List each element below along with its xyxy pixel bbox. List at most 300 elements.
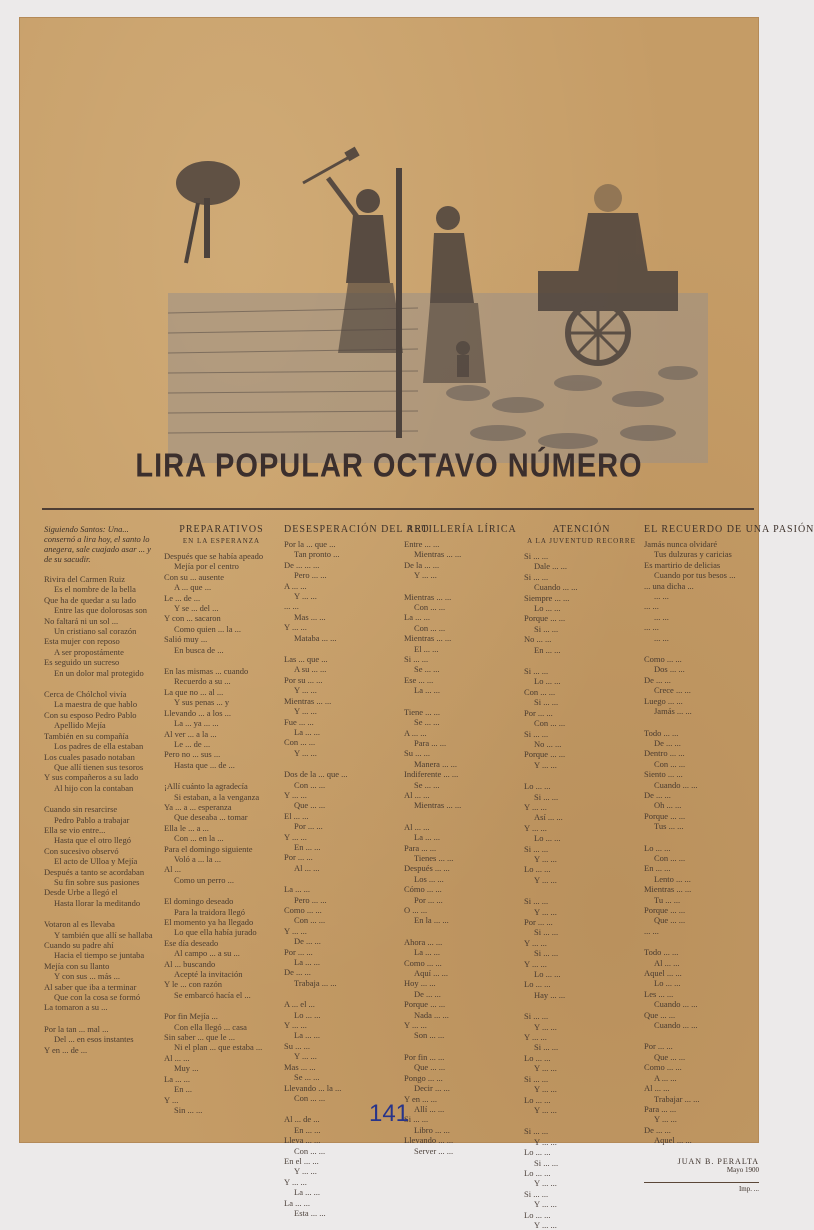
verse-line: Mientras ... ... xyxy=(284,695,332,706)
verse-line: Se embarcó hacía el ... xyxy=(174,989,251,1000)
verse-line: Y sus compañeros a su lado xyxy=(44,772,139,783)
verse-line: Y ... ... xyxy=(284,789,307,800)
verse-line: Si ... ... xyxy=(524,1126,549,1137)
verse-line: De ... ... xyxy=(414,988,441,999)
verse-line: Porque ... ... xyxy=(524,613,566,624)
verse-line: Lo ... ... xyxy=(534,969,561,980)
verse-line: Cerca de Chólchol vivía xyxy=(44,689,127,700)
verse-line: Mientras ... ... xyxy=(404,633,452,644)
verse-line: Que allí tienen sus tesoros xyxy=(54,761,144,772)
stanza xyxy=(644,654,759,716)
verse-line: Dentro ... ... xyxy=(644,748,685,759)
verse-line: Nada ... ... xyxy=(414,1009,449,1020)
verse-line: En ... ... xyxy=(644,863,671,874)
verse-line: Por ... ... xyxy=(524,917,553,927)
verse-line: Al ... ... xyxy=(404,821,430,832)
verse-line: La ... ... xyxy=(284,884,310,895)
verse-line: Con ... ... xyxy=(294,1145,326,1156)
verse-line: Se ... ... xyxy=(294,1072,320,1083)
verse-line: Al ... ... xyxy=(404,789,430,800)
verse-line: Lo ... ... xyxy=(524,1209,551,1220)
stanza xyxy=(284,539,399,643)
verse-line: La ... ya ... ... xyxy=(174,718,219,729)
verse-line: Y en ... de ... xyxy=(44,1044,88,1055)
verse-line: Un cristiano sal corazón xyxy=(54,626,137,637)
verse-line: Y ... ... xyxy=(534,1063,557,1074)
verse-line: Lo ... ... xyxy=(644,842,671,853)
printer-imprint: Imp. ... xyxy=(644,1182,759,1193)
verse-line: Les ... ... xyxy=(644,988,674,999)
verse-line: Y ... ... xyxy=(654,1114,677,1125)
column-title: ATENCIÓN xyxy=(552,524,611,535)
verse-line: Y ... ... xyxy=(534,906,557,917)
verse-line: Mas ... ... xyxy=(284,1061,316,1072)
verse-line: En ... xyxy=(174,1084,192,1095)
verse-line: Mejía por el centro xyxy=(174,561,239,572)
verse-line: Como un perro ... xyxy=(174,874,234,885)
verse-line: Como ... ... xyxy=(284,905,322,915)
verse-line: Por su ... ... xyxy=(284,674,323,685)
verse-line: Hasta que ... de ... xyxy=(174,759,235,770)
verse-line: Y ... ... xyxy=(534,1021,557,1032)
verse-line: Para el domingo siguiente xyxy=(164,843,253,854)
verse-line: Ese día deseado xyxy=(164,937,219,948)
verse-line: Por la ... que ... xyxy=(284,539,336,549)
verse-line: Porque ... ... xyxy=(404,999,446,1010)
verse-line: Con ... ... xyxy=(414,622,446,633)
verse-line: Cuando sin resarcirse xyxy=(44,804,118,815)
verse-line: ... ... xyxy=(654,611,669,622)
title-rule xyxy=(42,508,754,510)
verse-line: Llevando ... la ... xyxy=(284,1082,342,1093)
verse-line: Y ... ... xyxy=(294,1166,317,1177)
stanza xyxy=(44,574,159,678)
verse-line: Libro ... ... xyxy=(414,1124,450,1135)
verse-line: Que con la cosa se formó xyxy=(54,992,141,1003)
verse-line: Llevando ... ... xyxy=(404,1135,454,1146)
stanza xyxy=(284,1114,399,1218)
verse-line: Si ... ... xyxy=(524,1011,549,1022)
verse-line: Cómo ... ... xyxy=(404,884,442,895)
verse-line: El momento ya ha llegado xyxy=(164,917,254,927)
verse-line: Lento ... ... xyxy=(654,873,691,884)
poem-column xyxy=(164,524,279,1115)
verse-line: Son ... ... xyxy=(414,1030,445,1041)
verse-line: Y ... ... xyxy=(294,747,317,758)
stanza xyxy=(524,666,639,770)
verse-line: Lo ... ... xyxy=(524,979,551,990)
verse-line: Y ... ... xyxy=(284,831,307,842)
verse-line: Con ... ... xyxy=(654,852,686,863)
verse-line: A ser propostámente xyxy=(54,646,124,657)
verse-line: Si ... ... xyxy=(404,654,429,665)
verse-line: Jamás nunca olvidaré xyxy=(644,539,718,549)
verse-line: Como ... ... xyxy=(644,654,682,665)
verse-line: Es el nombre de la bella xyxy=(54,584,136,595)
verse-line: Aquel ... ... xyxy=(654,1135,692,1146)
verse-line: Muy ... xyxy=(174,1063,199,1074)
verse-line: Lo ... ... xyxy=(524,864,551,875)
verse-line: Al saber que iba a terminar xyxy=(44,981,137,992)
verse-line: Y ... ... xyxy=(524,1032,547,1043)
verse-line: Y ... ... xyxy=(534,759,557,770)
verse-line: Las ... que ... xyxy=(284,654,328,665)
column-subtitle: EN LA ESPERANZA xyxy=(182,537,261,545)
verse-line: Trabajar ... ... xyxy=(654,1093,700,1104)
verse-line: Su fin sobre sus pasiones xyxy=(54,876,140,887)
verse-line: Y ... ... xyxy=(294,591,317,602)
verse-line: Mientras ... ... xyxy=(414,549,462,560)
verse-line: De ... ... xyxy=(294,936,321,947)
stanza xyxy=(644,1041,759,1145)
verse-line: Le ... de ... xyxy=(164,592,201,603)
verse-line: Con ella llegó ... casa xyxy=(174,1021,247,1032)
verse-line: Al ... ... xyxy=(654,957,680,968)
verse-line: Con ... ... xyxy=(294,779,326,790)
verse-line: No ... ... xyxy=(524,634,552,645)
verse-line: Desde Urbe a llegó el xyxy=(44,887,118,898)
verse-line: De ... ... xyxy=(654,737,681,748)
verse-line: Dos ... ... xyxy=(654,664,685,675)
verse-line: ... ... xyxy=(654,632,669,643)
poem-column xyxy=(524,524,639,1230)
verse-line: Y sus penas ... y xyxy=(174,697,230,708)
stanza xyxy=(524,781,639,885)
stanza xyxy=(524,1126,639,1230)
verse-line: La ... ... xyxy=(294,957,320,968)
verse-line: Si ... ... xyxy=(534,1157,559,1168)
column-subtitle: A LA JUVENTUD RECORRE xyxy=(527,537,636,545)
verse-line: Entre las que dolorosas son xyxy=(54,605,148,616)
verse-line: El ... ... xyxy=(284,810,309,821)
verse-line: Se ... ... xyxy=(414,717,440,728)
verse-line: ... ... xyxy=(654,591,669,602)
verse-line: Pero ... ... xyxy=(294,894,327,905)
verse-line: Lleva ... ... xyxy=(284,1135,321,1146)
verse-line: Con ... ... xyxy=(284,737,316,748)
verse-line: De ... ... ... xyxy=(284,559,320,570)
verse-line: Y ... ... xyxy=(284,622,307,633)
stanza xyxy=(164,896,279,1000)
verse-line: ¡Allí cuánto la agradecía xyxy=(164,781,248,792)
verse-line: Oh ... ... xyxy=(654,800,682,811)
verse-line: A ... que ... xyxy=(174,582,212,593)
verse-line: Y ... ... xyxy=(534,874,557,885)
verse-line: También en su compañía xyxy=(44,730,129,741)
verse-line: Con ... ... xyxy=(524,686,556,697)
verse-line: Ni el plan ... que estaba ... xyxy=(174,1042,263,1053)
verse-line: Crece ... ... xyxy=(654,685,691,696)
verse-line: Pedro Pablo a trabajar xyxy=(54,814,130,825)
verse-line: A ... ... xyxy=(404,727,427,738)
verse-line: Que ... ... xyxy=(294,800,326,811)
verse-line: Hasta que el otro llegó xyxy=(54,835,131,846)
verse-line: Y en ... ... xyxy=(404,1093,437,1104)
verse-line: Con sucesivo observó xyxy=(44,845,119,856)
verse-line: Después ... ... xyxy=(404,863,450,874)
verse-line: Cuando por tus besos ... xyxy=(654,570,736,581)
stanza xyxy=(164,551,279,655)
verse-line: Hasta llorar la meditando xyxy=(54,897,141,908)
verse-line: La ... ... xyxy=(164,1073,190,1084)
verse-line: Dale ... ... xyxy=(534,561,568,572)
stanza xyxy=(644,947,759,1030)
stanza xyxy=(164,781,279,885)
verse-line: Mientras ... ... xyxy=(414,800,462,811)
verse-line: De ... ... xyxy=(644,674,671,685)
verse-line: La ... ... xyxy=(414,947,440,958)
stanza xyxy=(524,551,639,655)
verse-line: Al ... de ... xyxy=(284,1114,320,1125)
verse-line: Y ... ... xyxy=(284,1176,307,1187)
verse-line: Tu ... ... xyxy=(654,894,681,905)
verse-line: Que ... ... xyxy=(644,1009,676,1020)
verse-line: Si ... ... xyxy=(524,843,549,854)
verse-line: Lo que ella había jurado xyxy=(174,927,257,938)
verse-line: En ... ... xyxy=(294,1124,321,1135)
verse-line: Ahora ... ... xyxy=(404,936,443,947)
verse-line: Mientras ... ... xyxy=(404,591,452,602)
stanza xyxy=(404,937,519,1041)
stanza xyxy=(404,707,519,811)
verse-line: ... ... xyxy=(644,925,659,936)
verse-line: La maestra de que hablo xyxy=(54,699,138,710)
stanza xyxy=(404,822,519,926)
verse-line: Así ... ... xyxy=(534,812,563,823)
verse-line: Con su ... ausente xyxy=(164,571,224,582)
verse-line: Por ... ... xyxy=(644,1041,673,1052)
verse-line: A su ... ... xyxy=(294,664,327,675)
verse-line: Tan pronto ... xyxy=(294,549,340,560)
stanza xyxy=(44,804,159,908)
verse-line: Votaron al es llevaba xyxy=(44,919,115,930)
verse-line: Para ... ... xyxy=(404,842,437,853)
verse-line: Los cuales pasado notaban xyxy=(44,751,135,762)
verse-line: Como ... ... xyxy=(644,1062,682,1073)
verse-line: Si ... ... xyxy=(534,697,559,708)
verse-line: Lo ... ... xyxy=(534,833,561,844)
verse-line: En ... ... xyxy=(294,841,321,852)
verse-line: Lo ... ... xyxy=(524,1167,551,1178)
column-title: ARTILLERÍA LÍRICA xyxy=(406,524,517,535)
verse-line: Allí ... ... xyxy=(414,1103,445,1114)
verse-line: Y ... ... xyxy=(534,1136,557,1147)
verse-line: Si ... ... xyxy=(524,896,549,907)
verse-line: El domingo deseado xyxy=(164,896,234,907)
illustration-svg xyxy=(168,143,708,463)
verse-line: No faltará ni un sol ... xyxy=(44,615,119,626)
verse-line: La que no ... al ... xyxy=(164,686,224,697)
verse-line: Server ... ... xyxy=(414,1145,454,1156)
verse-line: De ... ... xyxy=(644,1124,671,1135)
stanza xyxy=(164,666,279,770)
verse-line: A ... ... xyxy=(284,580,307,591)
verse-line: Por ... ... xyxy=(284,946,313,957)
stanza xyxy=(404,539,519,581)
verse-line: Aquí ... ... xyxy=(414,968,448,979)
verse-line: Con ... ... xyxy=(414,602,446,613)
stanza xyxy=(524,896,639,1000)
verse-line: Siempre ... ... xyxy=(524,592,570,603)
stanza xyxy=(44,919,159,1013)
verse-line: Al ... buscando xyxy=(164,958,216,969)
verse-line: Lo ... ... xyxy=(534,603,561,614)
verse-line: Se ... ... xyxy=(414,664,440,675)
verse-line: Salió muy ... xyxy=(164,634,208,645)
verse-line: Al ... ... xyxy=(294,862,320,873)
verse-line: Hoy ... ... xyxy=(404,978,436,989)
poem-column xyxy=(44,524,159,1104)
verse-line: Y con ... sacaron xyxy=(164,613,221,624)
verse-line: O ... ... xyxy=(404,905,428,915)
verse-line: Hacia el tiempo se juntaba xyxy=(54,950,145,961)
verse-line: Al ... xyxy=(164,864,181,875)
verse-line: A ... ... xyxy=(654,1072,677,1083)
verse-line: Mataba ... ... xyxy=(294,632,337,643)
verse-line: Manera ... ... xyxy=(414,758,457,769)
stanza xyxy=(44,689,159,793)
verse-line: Como quien ... la ... xyxy=(174,623,242,634)
verse-line: Si ... ... xyxy=(534,791,559,802)
verse-line: La ... ... xyxy=(414,685,440,696)
verse-line: Y ... ... xyxy=(294,1051,317,1062)
verse-line: Del ... en esos instantes xyxy=(54,1034,134,1045)
verse-line: Pero no ... sus ... xyxy=(164,749,221,760)
verse-line: Cuando su padre ahí xyxy=(44,940,114,950)
verse-line: Cuando ... ... xyxy=(654,1020,698,1031)
verse-line: Con ... ... xyxy=(294,1092,326,1103)
verse-line: ... ... xyxy=(644,622,659,633)
verse-line: Al ver ... a la ... xyxy=(164,728,217,739)
verse-line: Y le ... con razón xyxy=(164,979,222,990)
poem-column xyxy=(644,524,814,1193)
verse-line: Porque ... ... xyxy=(644,810,686,821)
verse-line: Después a tanto se acordaban xyxy=(44,866,145,877)
verse-line: Al campo ... a su ... xyxy=(174,948,240,959)
verse-line: Es seguido un sucreso xyxy=(44,657,120,668)
verse-line: Y ... ... xyxy=(414,570,437,581)
verse-line: Después que se había apeado xyxy=(164,551,264,561)
verse-line: Le ... de ... xyxy=(174,738,211,749)
verse-line: Si ... ... xyxy=(524,551,549,561)
verse-line: En el ... ... xyxy=(284,1155,319,1166)
verse-line: Lo ... ... xyxy=(524,781,551,792)
verse-line: Y se ... del ... xyxy=(174,603,219,614)
verse-line: En la ... ... xyxy=(414,915,449,926)
verse-line: Luego ... ... xyxy=(644,695,683,706)
verse-line: Por ... ... xyxy=(414,894,443,905)
verse-line: ... una dicha ... xyxy=(644,580,694,591)
verse-line: Y ... ... xyxy=(534,1104,557,1115)
verse-line: Y ... ... xyxy=(534,1199,557,1210)
verse-line: Porque ... ... xyxy=(524,749,566,760)
verse-line: Si ... ... xyxy=(404,1114,429,1125)
verse-line: Apellido Mejía xyxy=(54,720,106,731)
verse-line: Mas ... ... xyxy=(294,611,326,622)
column-title: DESESPERACIÓN DEL REO xyxy=(284,524,430,535)
verse-line: Decir ... ... xyxy=(414,1083,450,1094)
stanza xyxy=(404,592,519,696)
verse-line: Lo ... ... xyxy=(524,1094,551,1105)
verse-line: Si ... ... xyxy=(524,728,549,739)
verse-line: Pero ... ... xyxy=(294,570,327,581)
verse-line: El ... ... xyxy=(414,643,439,654)
column-title: PREPARATIVOS xyxy=(179,524,264,535)
verse-line: Mejía con su llanto xyxy=(44,960,110,971)
stanza xyxy=(284,884,399,988)
verse-line: Y ... ... xyxy=(534,1084,557,1095)
verse-line: Esta mujer con reposo xyxy=(44,636,120,647)
verse-line: Y ... ... xyxy=(284,1020,307,1031)
verse-line: Si ... ... xyxy=(534,948,559,959)
verse-line: Que deseaba ... tomar xyxy=(174,812,248,823)
verse-line: No ... ... xyxy=(534,738,562,749)
verse-line: Si ... ... xyxy=(534,1042,559,1053)
verse-line: Entre ... ... xyxy=(404,539,440,549)
verse-line: Siento ... ... xyxy=(644,769,683,780)
stanza xyxy=(644,539,759,643)
verse-line: Al ... ... xyxy=(644,1083,670,1094)
verse-line: Y ... ... xyxy=(404,1020,427,1031)
verse-line: Ella le ... a ... xyxy=(164,822,209,833)
verse-line: Pongo ... ... xyxy=(404,1072,443,1083)
verse-line: Cuando ... ... xyxy=(534,582,578,593)
verse-line: Que ... ... xyxy=(414,1062,446,1073)
verse-line: Los padres de ella estaban xyxy=(54,741,144,752)
verse-line: Dos de la ... que ... xyxy=(284,769,348,780)
verse-line: Acepté la invitación xyxy=(174,969,243,980)
verse-line: Y ... ... xyxy=(284,925,307,936)
tree-figure xyxy=(176,161,240,263)
verse-line: Ella se vio entre... xyxy=(44,824,106,835)
verse-line: Si ... ... xyxy=(524,666,549,677)
verse-line: Si ... ... xyxy=(534,927,559,938)
verse-line: Con su esposo Pedro Pablo xyxy=(44,709,137,720)
verse-line: Si ... ... xyxy=(524,1073,549,1084)
verse-line: Y ... xyxy=(164,1094,179,1105)
verse-line: Lo ... ... xyxy=(294,1009,321,1020)
stanza xyxy=(644,843,759,937)
verse-line: Es martirio de delicias xyxy=(644,559,721,570)
verse-line: Sin saber ... que le ... xyxy=(164,1032,236,1043)
verse-line: Voló a ... la ... xyxy=(174,853,222,864)
verse-line: A ... el ... xyxy=(284,999,315,1010)
verse-line: Todo ... ... xyxy=(644,727,679,738)
verse-line: Lo ... ... xyxy=(524,1147,551,1158)
verse-line: Su ... ... xyxy=(404,748,430,759)
verse-line: Al hijo con la contaban xyxy=(54,782,134,793)
verse-line: Ya ... a ... esperanza xyxy=(164,801,232,812)
verse-line: Si estaban, a la venganza xyxy=(174,791,260,802)
column-intro: Siguiendo Santos: Una... consernó a lira hoy, el santo lo anegera, sale cuajado asar ... y de su sacudir. xyxy=(44,524,151,564)
verse-line: La ... ... xyxy=(404,612,430,623)
verse-line: Que ha de quedar a su lado xyxy=(44,594,137,605)
verse-line: Ese ... ... xyxy=(404,674,434,685)
woodcut-illustration xyxy=(168,143,708,463)
verse-line: En un dolor mal protegido xyxy=(54,667,144,678)
signature-date: Mayo 1900 xyxy=(726,1165,759,1174)
verse-line: La tomaron a su ... xyxy=(44,1002,108,1013)
verse-line: Se ... ... xyxy=(414,779,440,790)
verse-line: La ... ... xyxy=(284,1197,310,1208)
verse-line: Lo ... ... xyxy=(534,676,561,687)
verse-line: Y ... ... xyxy=(294,685,317,696)
verse-line: ... ... xyxy=(644,601,659,612)
verse-line: Si ... ... xyxy=(534,623,559,634)
verse-line: Si ... ... xyxy=(524,571,549,582)
verse-line: Porque ... ... xyxy=(644,905,686,915)
verse-line: Mientras ... ... xyxy=(644,884,692,895)
